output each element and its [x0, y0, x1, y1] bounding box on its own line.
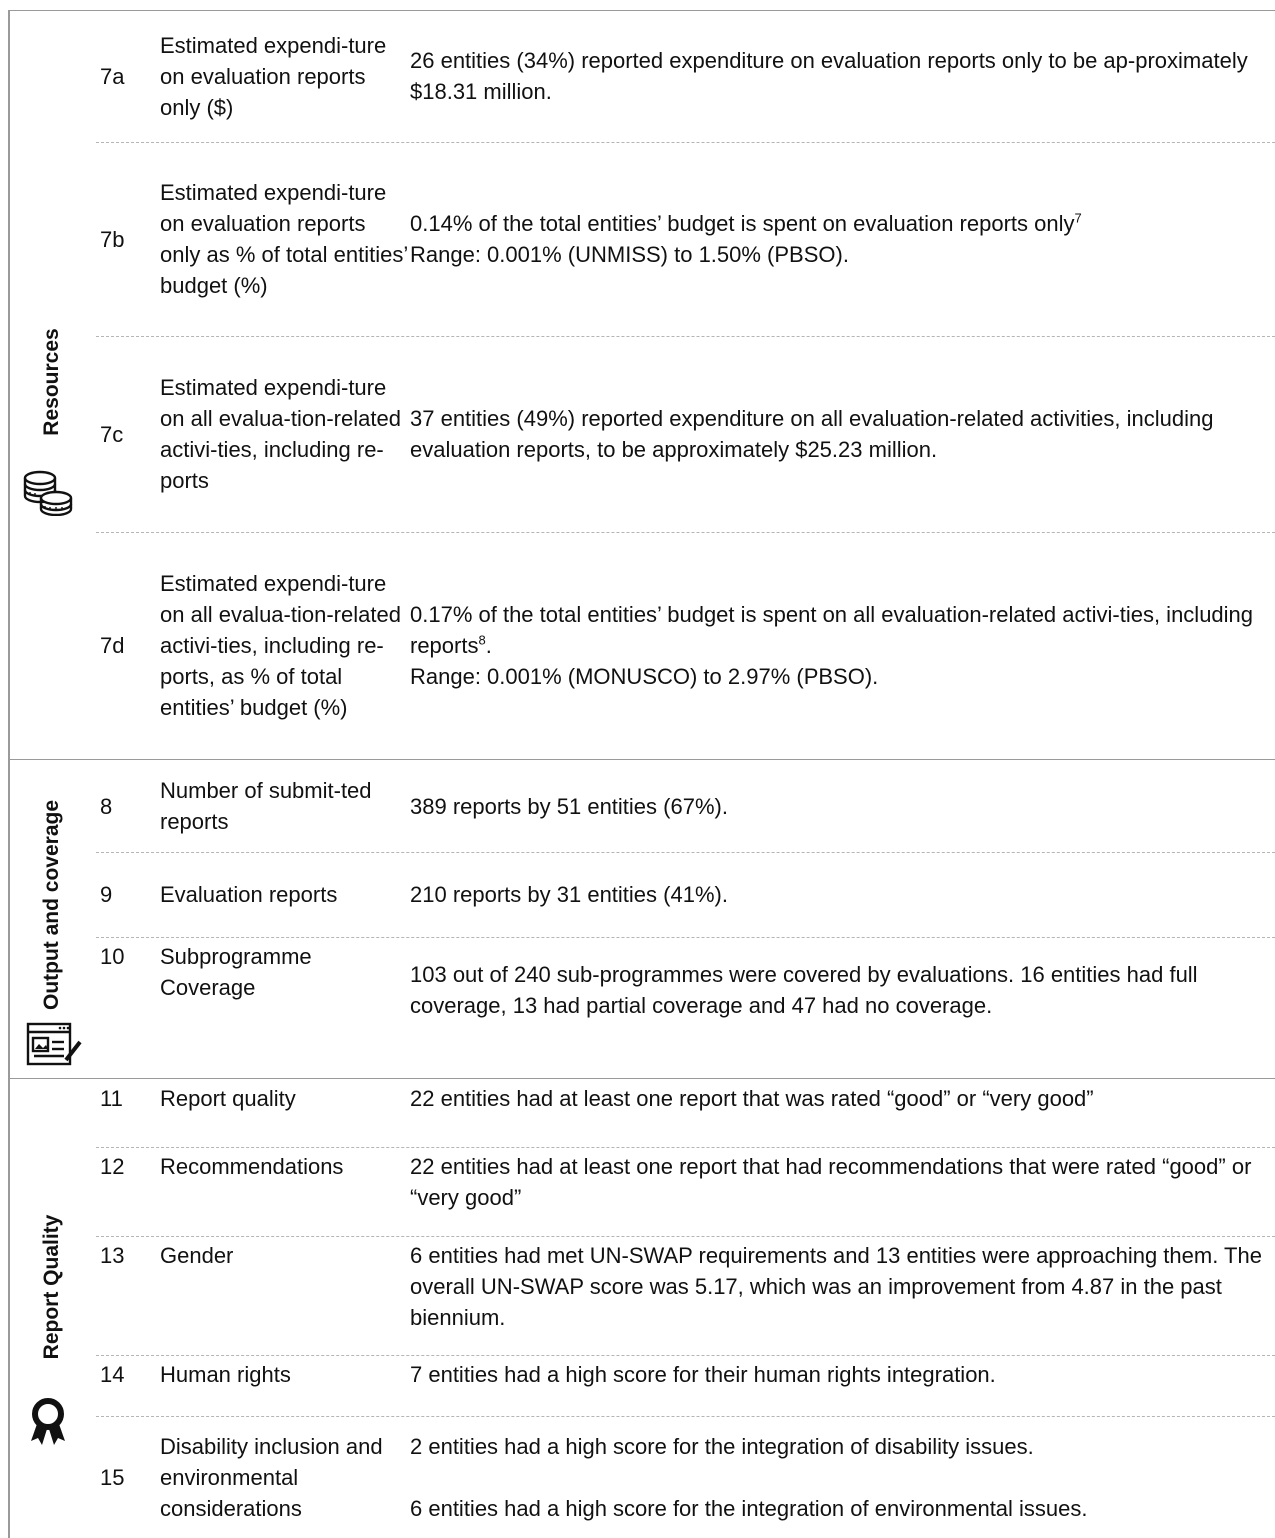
result-period: .: [485, 633, 492, 658]
result-disability: 2 entities had a high score for the integration of disability issues.: [410, 1433, 1034, 1459]
table-row-11: [96, 1079, 1275, 1151]
section-report-quality: [8, 1078, 1275, 1538]
indicator-result: 103 out of 240 sub-programmes were covered by evaluations. 16 entities had full coverage, 13 had partial coverage and 47 had no coverage.: [410, 962, 1198, 1018]
table-row-14: [96, 1355, 1275, 1420]
indicator-name: Evaluation reports: [160, 882, 338, 907]
indicator-result: 22 entities had at least one report that was rated “good” or “very good”: [410, 1086, 1094, 1111]
indicator-number: 14: [100, 1362, 125, 1387]
indicator-result: 7 entities had a high score for their human rights integration.: [410, 1362, 996, 1387]
indicator-name: Estimated expendi-ture on all evalua-tion-related activi-ties, including re-ports, as % of total entities’ budget (%): [160, 571, 401, 720]
table-row-8: [96, 760, 1275, 852]
table-row-7a: [96, 10, 1275, 142]
indicator-result: 22 entities had at least one report that had recommendations that were rated “good” or “very good”: [410, 1154, 1252, 1210]
indicator-number: 10: [100, 944, 125, 969]
indicator-number: 13: [100, 1243, 125, 1268]
section-resources: [8, 10, 1275, 759]
indicator-number: 7d: [100, 633, 125, 658]
footnote-ref: 8: [478, 632, 486, 648]
section-title-resources: Resources: [40, 328, 63, 436]
indicator-name: Number of submit-ted reports: [160, 778, 372, 834]
table-row-13: [96, 1236, 1275, 1359]
indicator-name: Estimated expendi-ture on all evalua-tion-related activi-ties, including re-ports: [160, 375, 401, 493]
indicator-result: 6 entities had met UN-SWAP requirements and 13 entities were approaching them. The overall UN-SWAP score was 5.17, which was an improvement from 4.87 in the past biennium.: [410, 1243, 1262, 1330]
table-row-15: [96, 1416, 1275, 1538]
indicator-number: 9: [100, 882, 113, 907]
footnote-ref: 7: [1074, 210, 1082, 226]
result-range: Range: 0.001% (MONUSCO) to 2.97% (PBSO).: [410, 664, 879, 689]
indicator-number: 12: [100, 1154, 125, 1179]
indicator-number: 15: [100, 1464, 125, 1490]
table-row-7c: [96, 336, 1275, 532]
result-range: Range: 0.001% (UNMISS) to 1.50% (PBSO).: [410, 242, 849, 267]
indicator-name: Gender: [160, 1243, 234, 1268]
indicator-result: 37 entities (49%) reported expenditure on all evaluation-related activities, including evaluation reports, to be approximately $25.23 million.: [410, 406, 1214, 462]
table-row-7d: [96, 532, 1275, 759]
section-rail: [8, 760, 10, 1078]
section-rail: [8, 1079, 10, 1538]
indicator-result: 210 reports by 31 entities (41%).: [410, 882, 728, 907]
report-icon: [26, 1022, 82, 1073]
indicator-table: [8, 10, 1275, 1538]
table-row-10: [96, 937, 1275, 1082]
result-line: 0.14% of the total entities’ budget is spent on evaluation reports only: [410, 211, 1075, 236]
indicator-name: Human rights: [160, 1362, 291, 1387]
indicator-result: [410, 1431, 1275, 1524]
section-output-coverage: [8, 759, 1275, 1078]
section-rail: [8, 10, 10, 759]
indicator-result: 389 reports by 51 entities (67%).: [410, 793, 728, 819]
section-title-output-coverage: Output and coverage: [40, 799, 63, 1011]
indicator-number: 7b: [100, 226, 125, 252]
indicator-name: Estimated expendi-ture on evaluation reports only ($): [160, 32, 387, 120]
indicator-number: 8: [100, 793, 113, 819]
indicator-result: [410, 208, 1275, 270]
result-environment: 6 entities had a high score for the integration of environmental issues.: [410, 1495, 1088, 1521]
indicator-result: 26 entities (34%) reported expenditure on evaluation reports only to be ap-proximately $18.31 million.: [410, 48, 1248, 104]
table-row-7b: [96, 142, 1275, 336]
indicator-number: 7c: [100, 421, 124, 447]
coins-icon: [22, 468, 74, 521]
award-ribbon-icon: [28, 1397, 68, 1452]
indicator-number: 11: [100, 1086, 123, 1111]
indicator-name: Subprogramme Coverage: [160, 944, 312, 1000]
section-title-report-quality: Report Quality: [40, 1214, 63, 1360]
table-row-9: [96, 852, 1275, 937]
result-line: 0.17% of the total entities’ budget is spent on all evaluation-related activi-ties, including reports: [410, 602, 1254, 658]
indicator-name: Recommendations: [160, 1154, 344, 1179]
table-row-12: [96, 1147, 1275, 1240]
indicator-name: Report quality: [160, 1086, 296, 1111]
indicator-name: Disability inclusion and environmental considerations: [160, 1433, 383, 1521]
indicator-result: [410, 599, 1275, 692]
indicator-name: Estimated expendi-ture on evaluation reports only as % of total entities’ budget (%): [160, 180, 408, 298]
indicator-number: 7a: [100, 63, 125, 89]
